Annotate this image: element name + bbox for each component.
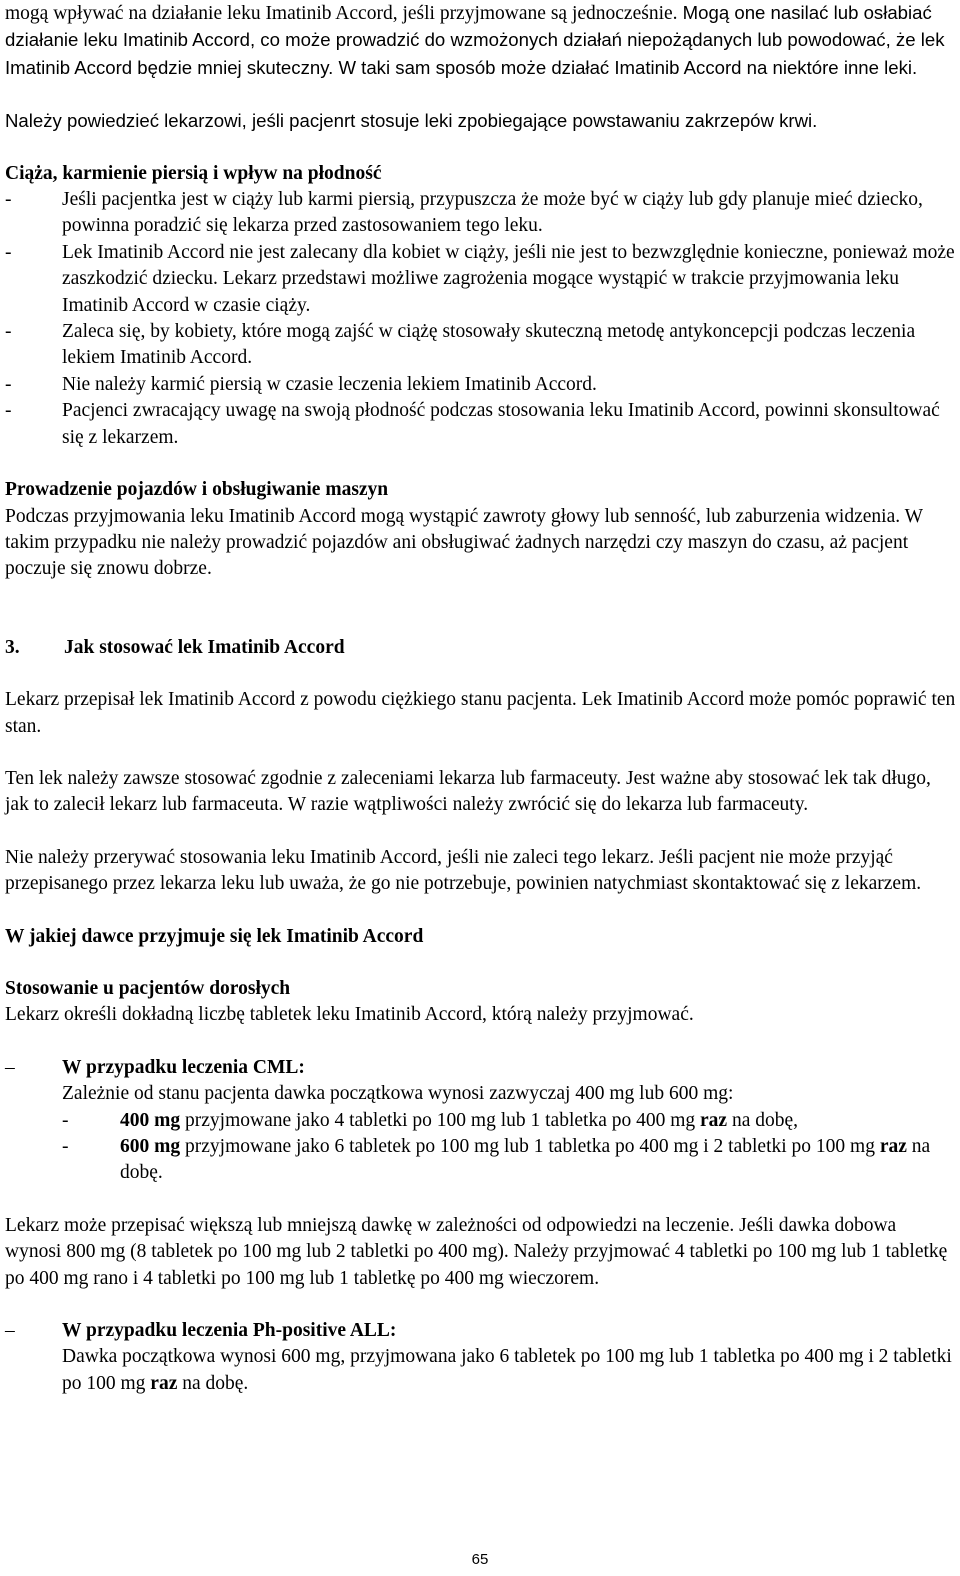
page-number: 65 — [471, 1551, 489, 1568]
list-item: - Nie należy karmić piersią w czasie leczenia lekiem Imatinib Accord. — [5, 373, 597, 395]
list-item: - Pacjenci zwracający uwagę na swoją płodność podczas stosowania leku Imatinib Accord, powinni skonsultować się z lekarzem. — [5, 400, 940, 448]
em-dash: – — [5, 1320, 15, 1342]
dose-heading: W jakiej dawce przyjmuje się lek Imatinib Accord — [5, 925, 424, 947]
list-item: - 400 mg przyjmowane jako 4 tabletki po 100 mg lub 1 tabletka po 400 mg raz na dobę, — [62, 1109, 799, 1131]
list-item: - Jeśli pacjentka jest w ciąży lub karmi piersią, przypuszcza że może być w ciąży lub gdy planuje mieć dziecko, powinna poradzić się lekarza przed zastosowaniem tego leku. — [5, 189, 923, 237]
dose-adjust-text: Lekarz może przepisać większą lub mniejszą dawkę w zależności od odpowiedzi na leczenie. Jeśli dawka dobowa wynosi 800 mg (8 tabletek po 100 mg lub 2 tabletki po 400 mg). Należy przyjmować 4 tabletki po 100 mg lub 1 tabletkę po 400 mg rano i 4 tabletki po 100 mg lub 1 tabletkę po 400 mg wieczorem. — [5, 1214, 948, 1289]
all-block — [5, 1318, 957, 1397]
document-page — [5, 0, 957, 1397]
list-item: - Lek Imatinib Accord nie jest zalecany dla kobiet w ciąży, jeśli nie jest to bezwzględnie konieczne, ponieważ może zaszkodzić dziecku. Lekarz przedstawi możliwe zagrożenia mogące wystąpić w trakcie przyjmowania leku Imatinib Accord w czasie ciąży. — [5, 241, 955, 316]
list-item: - Zaleca się, by kobiety, które mogą zajść w ciążę stosowały skuteczną metodę antykoncepcji podczas leczenia lekiem Imatinib Accord. — [5, 321, 916, 369]
pregnancy-list — [5, 187, 957, 451]
cml-heading: W przypadku leczenia CML: — [62, 1056, 305, 1078]
intro-paragraph — [5, 0, 957, 82]
adults-text: Lekarz określi dokładną liczbę tabletek leku Imatinib Accord, którą należy przyjmować. — [5, 1004, 694, 1026]
section-title: Jak stosować lek Imatinib Accord — [64, 636, 345, 658]
section-3-heading — [5, 635, 957, 661]
section3-paragraph-2: Ten lek należy zawsze stosować zgodnie z zaleceniami lekarza lub farmaceuty. Jest ważne aby stosować lek tak długo, jak to zalecił lekarz lub farmaceuta. W razie wątpliwości należy zwrócić się do lekarza lub farmaceuty. — [5, 767, 931, 816]
em-dash: – — [5, 1056, 15, 1078]
cml-block — [5, 1055, 957, 1187]
section3-paragraph-3: Nie należy przerywać stosowania leku Imatinib Accord, jeśli nie zaleci tego lekarz. Jeśli pacjent nie może przyjąć przepisanego przez lekarza leku lub uważa, że go nie potrzebuje, powinien natychmiast skontaktować się z lekarzem. — [5, 846, 922, 895]
all-heading: W przypadku leczenia Ph-positive ALL: — [62, 1320, 397, 1342]
pregnancy-heading: Ciąża, karmienie piersią i wpływ na płodność — [5, 162, 382, 184]
cml-dose-list — [62, 1108, 957, 1187]
section-number: 3. — [5, 636, 20, 658]
anticoag-note: Należy powiedzieć lekarzowi, jeśli pacjenrt stosuje leki zpobiegające powstawaniu zakrzepów krwi. — [5, 110, 818, 132]
all-text: Dawka początkowa wynosi 600 mg, przyjmowana jako 6 tabletek po 100 mg lub 1 tabletka po 400 mg i 2 tabletki po 100 mg raz na dobę. — [62, 1346, 952, 1394]
driving-heading: Prowadzenie pojazdów i obsługiwanie maszyn — [5, 479, 389, 501]
intro-line1-sans: Mogą one nasilać lub osłabiać działanie leku Imatinib Accord, co może prowadzić do wzmożonych działań niepożądanych lub powodować, że lek Imatinib Accord będzie mniej skuteczny. W taki sam sposób może działać Imatinib Accord na niektóre inne leki. — [5, 2, 945, 78]
intro-line1: mogą wpływać na działanie leku Imatinib Accord, jeśli przyjmowane są jednocześnie. — [5, 3, 678, 24]
driving-text: Podczas przyjmowania leku Imatinib Accord mogą wystąpić zawroty głowy lub senność, lub zaburzenia widzenia. W takim przypadku nie należy prowadzić pojazdów ani obsługiwać żadnych narzędzi czy maszyn do czasu, aż pacjent poczuje się znowu dobrze. — [5, 505, 923, 580]
section3-paragraph-1: Lekarz przepisał lek Imatinib Accord z powodu ciężkiego stanu pacjenta. Lek Imatinib Accord może pomóc poprawić ten stan. — [5, 689, 956, 737]
cml-intro: Zależnie od stanu pacjenta dawka początkowa wynosi zazwyczaj 400 mg lub 600 mg: — [62, 1083, 734, 1105]
adults-heading: Stosowanie u pacjentów dorosłych — [5, 977, 291, 999]
list-item: - 600 mg przyjmowane jako 6 tabletek po 100 mg lub 1 tabletka po 400 mg i 2 tabletki po 100 mg raz na dobę. — [62, 1136, 931, 1184]
